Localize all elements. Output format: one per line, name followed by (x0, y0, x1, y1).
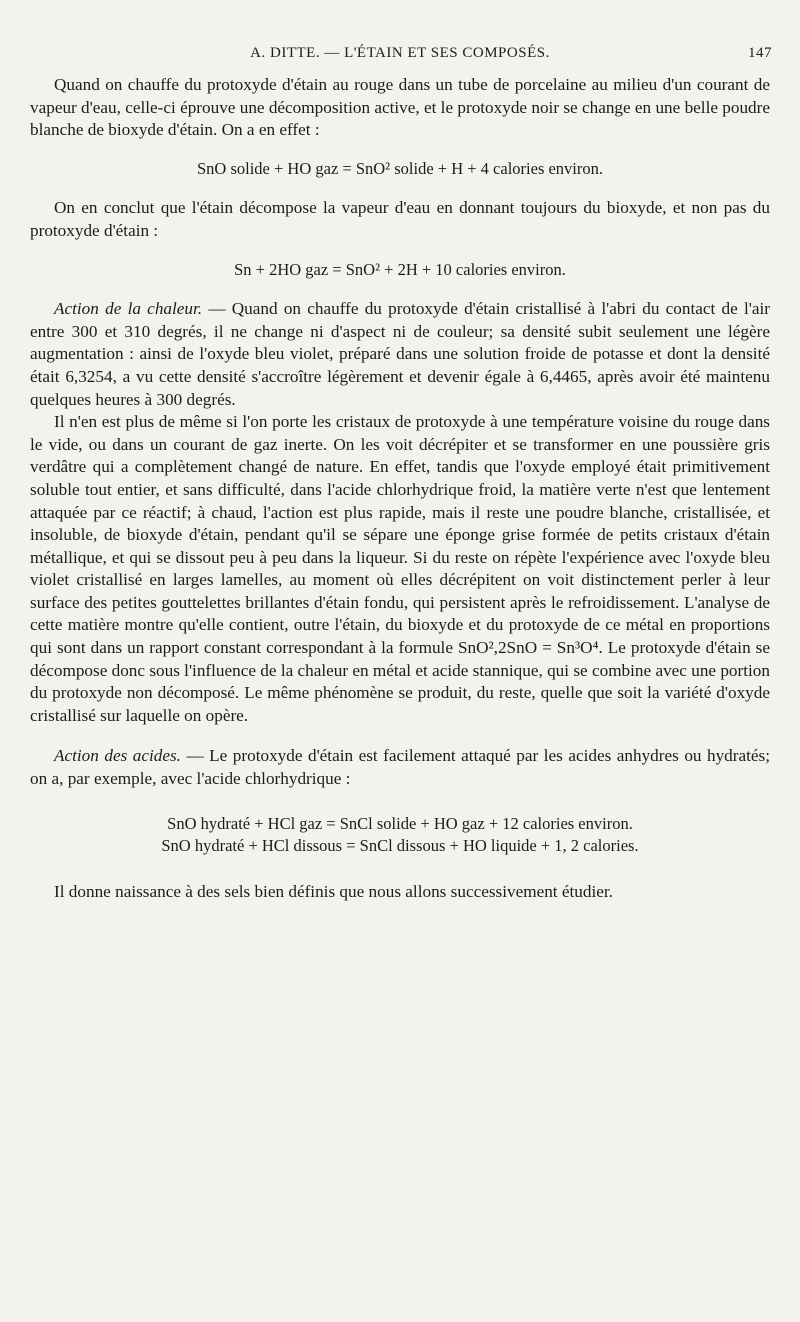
section-heading-chaleur: Action de la chaleur. (54, 299, 203, 319)
equation-block (30, 813, 770, 857)
page-number: 147 (748, 45, 772, 61)
paragraph-5 (30, 745, 770, 790)
paragraph-6: Il donne naissance à des sels bien définis que nous allons successivement étudier. (54, 881, 613, 901)
paragraph-5-text: — Le protoxyde d'étain est facilement attaqué par les acides anhydres ou hydratés; on a, par exemple, avec l'acide chlorhydrique : (30, 746, 770, 789)
equation-1: SnO solide + HO gaz = SnO² solide + H + 4 calories environ. (196, 158, 604, 178)
paragraph-3-text: — Quand on chauffe du protoxyde d'étain cristallisé à l'abri du contact de l'air entre 300 et 310 degrés, il ne change ni d'aspect ni de couleur; sa densité subit seulement une légère augmentation : ainsi de l'oxyde bleu violet, préparé dans une solution froide de potasse et dont la densité était 6,3254, a vu cette densité s'accroître légèrement et devenir égale à 6,4465, après avoir été maintenu quelques heures à 300 degrés. (30, 299, 770, 409)
section-heading-acides: Action des acides. (54, 746, 181, 766)
paragraph-2: On en conclut que l'étain décompose la vapeur d'eau en donnant toujours du bioxyde, et non pas du protoxyde d'étain : (30, 198, 770, 240)
page-body (30, 74, 770, 903)
header-title: A. DITTE. — L'ÉTAIN ET SES COMPOSÉS. (250, 45, 550, 61)
equation-3: SnO hydraté + HCl gaz = SnCl solide + HO gaz + 12 calories environ. (167, 813, 633, 833)
equation-2: Sn + 2HO gaz = SnO² + 2H + 10 calories environ. (234, 259, 566, 279)
paragraph-3 (30, 298, 770, 411)
equation-4: SnO hydraté + HCl dissous = SnCl dissous + HO liquide + 1, 2 calories. (161, 835, 639, 855)
paragraph-4: Il n'en est plus de même si l'on porte les cristaux de protoxyde à une température voisine du rouge dans le vide, ou dans un courant de gaz inerte. On les voit décrépiter et se transformer en une poussière gris verdâtre qui a complètement changé de nature. En effet, tandis que l'oxyde employé était primitivement soluble tout entier, et sans difficulté, dans l'acide chlorhydrique froid, la matière verte n'est que lentement attaquée par ce réactif; à chaud, l'action est plus rapide, mais il reste une poudre blanche, cristallisée, et insoluble, de bioxyde d'étain, pendant qu'il se sépare une éponge grise formée de petits cristaux d'étain métallique, et qui se dissout peu à peu dans la liqueur. Si du reste on répète l'expérience avec l'oxyde bleu violet cristallisé en larges lamelles, au moment où elles décrépitent on voit distinctement perler à leur surface des petites gouttelettes brillantes d'étain fondu, qui persistent après le refroidissement. L'analyse de cette matière montre qu'elle contient, outre l'étain, du bioxyde et du protoxyde de ce métal en proportions qui sont dans un rapport constant correspondant à la formule SnO²,2SnO = Sn³O⁴. Le protoxyde d'étain se décompose donc sous l'influence de la chaleur en métal et acide stannique, qui se combine avec une portion du protoxyde non décomposé. Le même phénomène se produit, du reste, quelle que soit la variété d'oxyde cristallisé sur laquelle on opère. (30, 412, 770, 725)
paragraph-1: Quand on chauffe du protoxyde d'étain au rouge dans un tube de porcelaine au milieu d'un courant de vapeur d'eau, celle-ci éprouve une décomposition active, et le protoxyde noir se change en une belle poudre blanche de bioxyde d'étain. On a en effet : (30, 75, 770, 140)
running-header (28, 45, 772, 67)
